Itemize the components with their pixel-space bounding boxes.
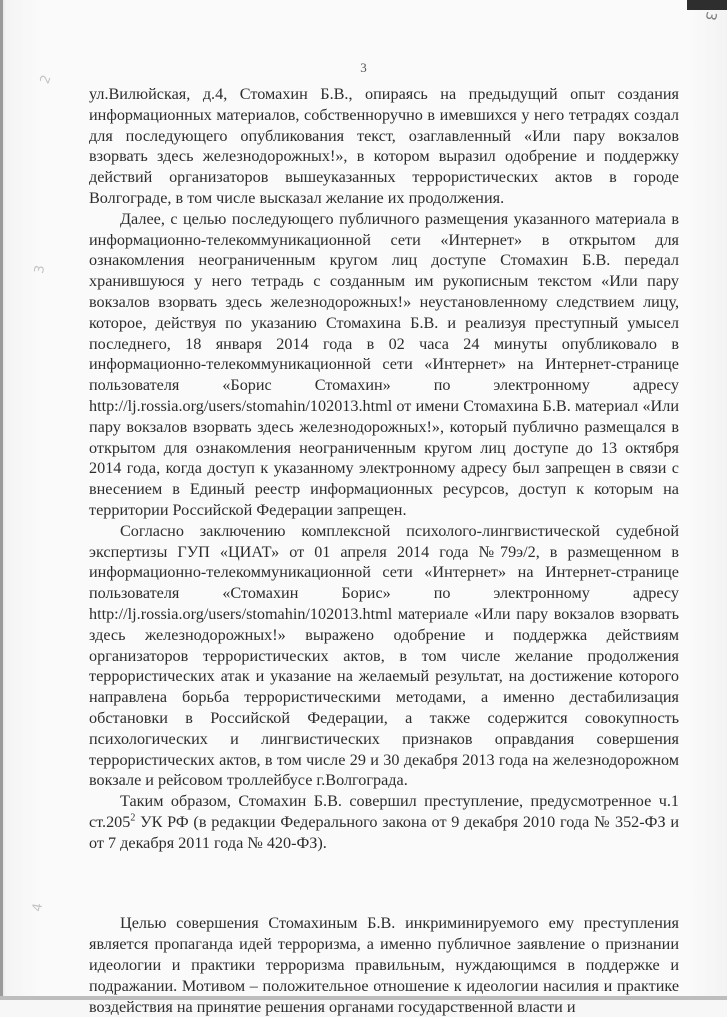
margin-mark: 2 [37, 73, 55, 86]
scan-left-edge [0, 0, 3, 1000]
paragraph: Согласно заключению комплексной психолого-лингвистической судебной экспертизы ГУП «ЦИАТ» от 01 апреля 2014 года №79э/2, в размещенном в информационно-телекоммуникационной сети «Интернет» на Интернет-странице пользователя «Стомахин Борис» по электронному адресу http://lj.rossia.org/users/stomahin/102013.html материале «Или пару вокзалов взорвать здесь железнодорожных!» выражено одобрение и поддержка действиям организаторов террористических актов, в том числе желание продолжения террористических атак и указание на желаемый результат, на достижение которого направлена борьба террористическими методами, а именно дестабилизация обстановки в Российской Федерации, а также содержится совокупность психологических и лингвистических признаков оправдания совершения террористических актов, в том числе 29 и 30 декабря 2013 года на железнодорожном вокзале и рейсовом троллейбусе г.Волгограда. [89, 521, 679, 790]
paragraph: Далее, с целью последующего публичного размещения указанного материала в информационно-телекоммуникационной сети «Интернет» в открытом для ознакомления неограниченным кругом лиц доступе Стомахин Б.В. передал хранившуюся у него тетрадь с созданным им рукописным текстом «Или пару вокзалов взорвать здесь железнодорожных!» неустановленному следствием лицу, которое, действуя по указанию Стомахина Б.В. и реализуя преступный умысел последнего, 18 января 2014 года в 02 часа 24 минуты опубликовало в информационно-телекоммуникационной сети «Интернет» на Интернет-странице пользователя «Борис Стомахин» по электронному адресу http://lj.rossia.org/users/stomahin/102013.html от имени Стомахина Б.В. материал «Или пару вокзалов взорвать здесь железнодорожных!», который публично размещался в открытом для ознакомления неограниченным кругом лиц доступе до 13 октября 2014 года, когда доступ к указанному электронному адресу был запрещен в связи с внесением в Единый реестр информационных ресурсов, доступ к которым на территории Российской Федерации запрещен. [89, 209, 679, 519]
handwritten-sheet-number: 3 [701, 10, 720, 22]
page-number: 3 [360, 60, 367, 75]
paragraph-conclusion [89, 791, 679, 853]
paragraph: ул.Вилюйская, д.4, Стомахин Б.В., опираясь на предыдущий опыт создания информационных материалов, собственноручно в имевшихся у него тетрадях создал для последующего опубликования текст, озаглавленный «Или пару вокзалов взорвать здесь железнодорожных!», в котором выразил одобрение и поддержку действий организаторов вышеуказанных террористических актов в городе Волгограде, в том числе высказал желание их продолжения. [89, 85, 679, 207]
paragraph: Целью совершения Стомахиным Б.В. инкриминируемого ему преступления является пропаганда идей терроризма, а именно публичное заявление о признании идеологии и практики терроризма правильным, нуждающимся в поддержке и подражании. Мотивом – положительное отношение к идеологии насилия и практике воздействия на принятие решения органами государственной власти и [89, 914, 679, 1016]
margin-mark: 4 [30, 902, 47, 913]
paragraph-text: Таким образом, Стомахин Б.В. совершил преступление, предусмотренное ч.1 ст.205 [89, 792, 679, 831]
article-superscript: 2 [130, 812, 136, 824]
paragraph-text: УК РФ (в редакции Федерального закона от 9 декабря 2010 года № 352-ФЗ и от 7 декабря 2011 года № 420-ФЗ). [89, 812, 679, 852]
margin-mark: 3 [32, 264, 49, 275]
document-body [89, 84, 679, 1017]
scan-corner-shadow [687, 0, 727, 10]
